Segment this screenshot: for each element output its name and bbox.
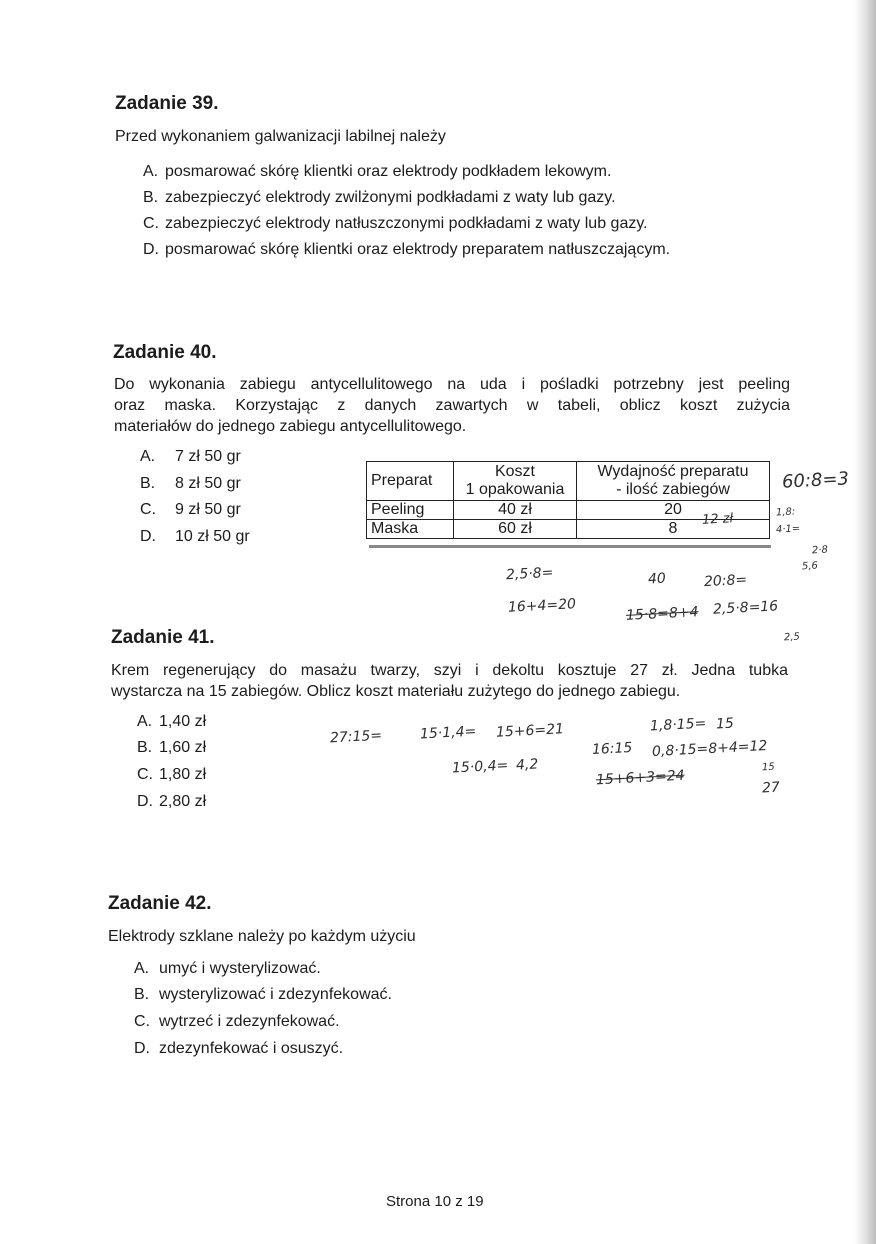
handwritten-note: 2·8 bbox=[811, 544, 829, 557]
header-cost-line-2: 1 opakowania bbox=[465, 481, 565, 498]
q41-question-line-1: Krem regenerujący do masażu twarzy, szyi i dekoltu kosztuje 27 zł. Jedna tubka bbox=[111, 662, 788, 679]
q42-option-a bbox=[134, 960, 321, 978]
handwritten-note: 60:8=3 bbox=[781, 468, 850, 493]
handwritten-note: 4·1= bbox=[775, 523, 801, 536]
q40-option-a bbox=[140, 448, 241, 466]
q40-question-line-1: Do wykonania zabiegu antycellulitowego na uda i pośladki potrzebny jest peeling bbox=[114, 376, 790, 393]
handwritten-note: 15·1,4= bbox=[419, 723, 477, 743]
q41-option-b bbox=[137, 739, 206, 757]
option-letter: C. bbox=[137, 766, 153, 783]
q39-option-c bbox=[143, 215, 648, 233]
handwritten-note: 15 bbox=[761, 761, 776, 774]
table-shadow bbox=[369, 545, 771, 548]
handwritten-note: 1,8·15= bbox=[649, 715, 707, 735]
row-yield: 8 bbox=[577, 520, 770, 539]
option-letter: A. bbox=[137, 713, 153, 730]
row-cost: 60 zł bbox=[454, 520, 577, 539]
q42-option-d bbox=[134, 1040, 343, 1058]
q39-option-d bbox=[143, 241, 670, 259]
option-letter: B. bbox=[137, 739, 153, 756]
option-letter: C. bbox=[143, 215, 159, 232]
handwritten-note: 27:15= bbox=[329, 727, 383, 747]
q41-option-d bbox=[137, 793, 206, 811]
row-cost: 40 zł bbox=[454, 501, 577, 520]
handwritten-note: 12 zł bbox=[701, 511, 734, 528]
q42-option-b bbox=[134, 986, 392, 1004]
q39-question: Przed wykonaniem galwanizacji labilnej należy bbox=[115, 128, 446, 145]
option-letter: D. bbox=[143, 241, 159, 258]
row-name: Maska bbox=[367, 520, 454, 539]
handwritten-note: 0,8·15=8+4=12 bbox=[651, 737, 768, 761]
option-letter: C. bbox=[134, 1013, 150, 1030]
handwritten-note: 15+6=21 bbox=[495, 721, 565, 741]
handwritten-note: 27 bbox=[761, 779, 781, 797]
handwritten-note: 20:8= bbox=[703, 571, 748, 591]
q40-option-d bbox=[140, 528, 250, 546]
page-number: Strona 10 z 19 bbox=[386, 1193, 484, 1210]
option-letter: A. bbox=[143, 163, 159, 180]
q41-option-c bbox=[137, 766, 206, 784]
option-text: 7 zł 50 gr bbox=[175, 448, 241, 465]
row-name: Peeling bbox=[367, 501, 454, 520]
option-text: 10 zł 50 gr bbox=[175, 528, 250, 545]
option-text: 9 zł 50 gr bbox=[175, 501, 241, 518]
handwritten-note: 15+6+3=24 bbox=[595, 767, 685, 789]
option-text: zabezpieczyć elektrody natłuszczonymi podkładami z waty lub gazy. bbox=[165, 215, 648, 232]
q41-title: Zadanie 41. bbox=[111, 627, 215, 648]
q41-option-a bbox=[137, 713, 206, 731]
option-text: umyć i wysterylizować. bbox=[159, 960, 321, 977]
handwritten-note: 2,5 bbox=[783, 631, 801, 644]
option-letter: B. bbox=[134, 986, 150, 1003]
header-yield-line-2: - ilość zabiegów bbox=[616, 481, 730, 498]
handwritten-note: 2,5·8= bbox=[505, 564, 554, 584]
option-letter: D. bbox=[134, 1040, 150, 1057]
q40-question-line-2: oraz maska. Korzystając z danych zawartych w tabeli, oblicz koszt zużycia bbox=[114, 397, 790, 414]
handwritten-note: 15·0,4= bbox=[451, 757, 509, 777]
option-text: wytrzeć i zdezynfekować. bbox=[159, 1013, 340, 1030]
handwritten-note: 15·8=8+4 bbox=[625, 604, 699, 624]
handwritten-note: 5,6 bbox=[801, 560, 819, 573]
header-preparat: Preparat bbox=[367, 462, 454, 501]
header-yield-line-1: Wydajność preparatu bbox=[597, 463, 749, 480]
handwritten-note: 16:15 bbox=[591, 739, 633, 759]
option-text: posmarować skórę klientki oraz elektrody preparatem natłuszczającym. bbox=[165, 241, 671, 258]
q42-option-c bbox=[134, 1013, 340, 1031]
row-yield: 20 bbox=[577, 501, 770, 520]
option-letter: D. bbox=[140, 528, 156, 545]
option-letter: A. bbox=[140, 448, 156, 465]
option-letter: A. bbox=[134, 960, 150, 977]
q40-option-b bbox=[140, 475, 241, 493]
header-cost-line-1: Koszt bbox=[494, 463, 535, 480]
q42-question: Elektrody szklane należy po każdym użyciu bbox=[108, 928, 416, 945]
option-letter: B. bbox=[140, 475, 156, 492]
q40-option-c bbox=[140, 501, 241, 519]
option-text: wysterylizować i zdezynfekować. bbox=[159, 986, 392, 1003]
table-header-row bbox=[367, 462, 770, 501]
q42-title: Zadanie 42. bbox=[108, 893, 212, 914]
handwritten-note: 40 bbox=[647, 570, 667, 588]
handwritten-note: 2,5·8=16 bbox=[712, 598, 779, 618]
q39-title: Zadanie 39. bbox=[115, 93, 219, 114]
q41-question-line-2: wystarcza na 15 zabiegów. Oblicz koszt materiału zużytego do jednego zabiegu. bbox=[111, 683, 681, 700]
handwritten-note: 16+4=20 bbox=[507, 596, 577, 616]
q40-question-line-3: materiałów do jednego zabiegu antycellulitowego. bbox=[114, 418, 467, 435]
option-text: 8 zł 50 gr bbox=[175, 475, 241, 492]
option-text: 1,40 zł bbox=[159, 713, 207, 730]
option-text: posmarować skórę klientki oraz elektrody podkładem lekowym. bbox=[165, 163, 612, 180]
q39-option-a bbox=[143, 163, 611, 181]
option-letter: B. bbox=[143, 189, 159, 206]
option-text: zdezynfekować i osuszyć. bbox=[159, 1040, 344, 1057]
option-letter: D. bbox=[137, 793, 153, 810]
option-text: 2,80 zł bbox=[159, 793, 207, 810]
option-letter: C. bbox=[140, 501, 156, 518]
option-text: zabezpieczyć elektrody zwilżonymi podkładami z waty lub gazy. bbox=[165, 189, 616, 206]
handwritten-note: 4,2 bbox=[515, 756, 539, 774]
header-cost bbox=[454, 462, 577, 501]
handwritten-note: 1,8: bbox=[775, 506, 796, 519]
option-text: 1,60 zł bbox=[159, 739, 207, 756]
header-yield bbox=[577, 462, 770, 501]
handwritten-note: 15 bbox=[715, 715, 735, 733]
option-text: 1,80 zł bbox=[159, 766, 207, 783]
q40-title: Zadanie 40. bbox=[113, 342, 217, 363]
q39-option-b bbox=[143, 189, 616, 207]
scan-edge-shadow bbox=[854, 0, 876, 1244]
